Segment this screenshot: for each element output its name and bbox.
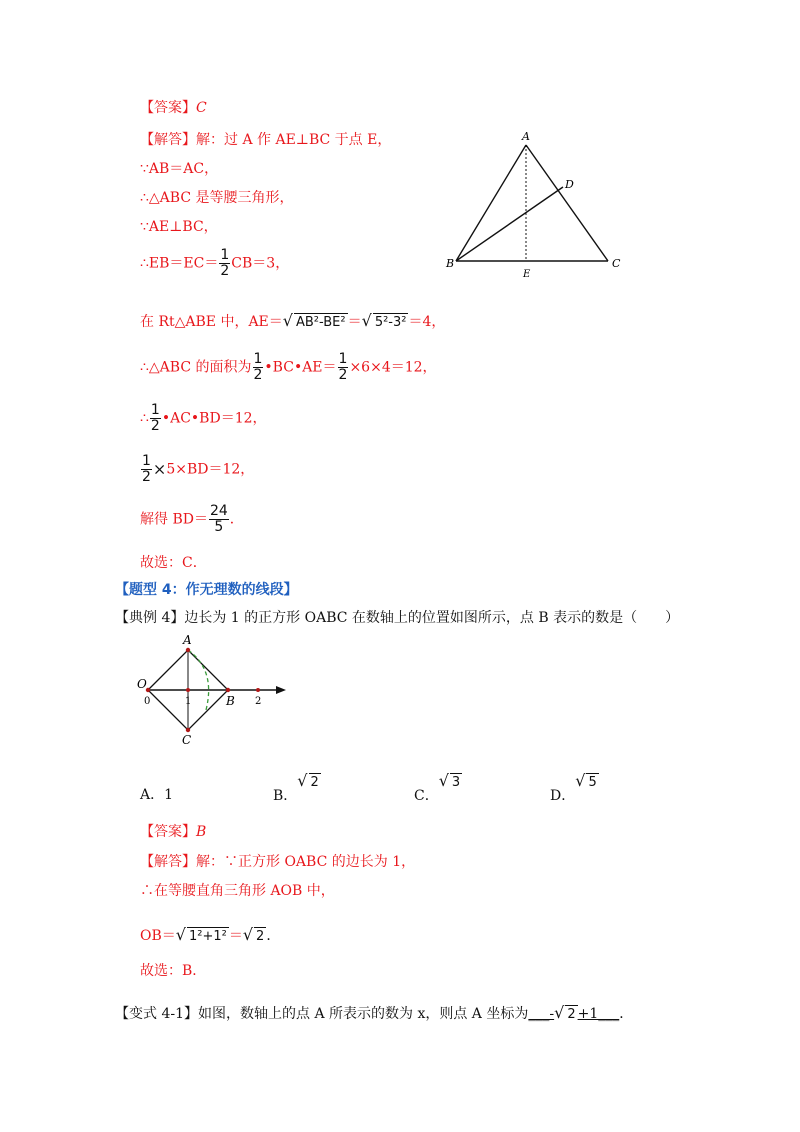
numberline-figure: [136, 630, 296, 750]
solution-line-11: 故选：C．: [140, 555, 207, 571]
solution-line-3: ∴△ABC 是等腰三角形，: [140, 190, 294, 206]
label-O: O: [137, 677, 147, 691]
tick-1: 1: [185, 696, 192, 707]
option-D: D．√ 5: [550, 771, 597, 804]
label-C: C: [182, 733, 192, 747]
solution2-line-2: ∴在等腰直角三角形 AOB 中，: [140, 883, 335, 899]
solution-line-2: ∵AB＝AC，: [140, 161, 219, 177]
solution-line-9: $\frac{1}{2}$ ×5×BD＝12，: [142, 453, 255, 485]
solution-line-1: [140, 131, 391, 149]
radical-expression: 5²-3²: [374, 315, 407, 330]
fraction: $\frac{1}{2}$: [253, 351, 263, 383]
triangle-figure: [440, 125, 640, 285]
solution-line-10: 解得 BD＝ $\frac{24}{5}$ ．: [140, 503, 244, 535]
solution-line-8: ∴ $\frac{1}{2}$ •AC•BD＝12，: [140, 402, 267, 434]
label-E: E: [523, 269, 531, 280]
example-text: 边长为 1 的正方形 OABC 在数轴上的位置如图所示，点 B 表示的数是（ ）: [184, 610, 680, 626]
option-C: C．√ 3: [414, 771, 461, 804]
label-B: B: [226, 694, 235, 708]
answer-line-1: [140, 99, 207, 117]
example-question: [115, 609, 679, 627]
variant-question: 【变式 4-1】如图，数轴上的点 A 所表示的数为 x，则点 A 坐标为___-√ 2 +1___．: [115, 1003, 634, 1022]
answer-value: C: [196, 100, 207, 116]
radical-expression: AB²-BE²: [296, 315, 346, 330]
tick-0: 0: [144, 696, 151, 707]
label-C: C: [612, 257, 621, 270]
fraction: $\frac{24}{5}$: [209, 503, 228, 535]
fraction: $\frac{1}{2}$: [220, 247, 230, 279]
answer-tag: 【答案】: [140, 100, 196, 116]
option-A: A．1: [140, 787, 174, 803]
fraction: $\frac{1}{2}$: [338, 351, 348, 383]
segment-BD: [456, 187, 563, 261]
fraction: $\frac{1}{2}$: [150, 402, 160, 434]
example-tag: 【典例 4】: [115, 610, 185, 626]
option-B: B．√ 2: [273, 771, 319, 804]
tick-2: 2: [255, 696, 262, 707]
solution-line-5: ∴EB＝EC＝ $\frac{1}{2}$ CB＝3，: [140, 247, 290, 279]
answer-line-2: 【答案】B: [140, 824, 207, 840]
axis-arrow-icon: [276, 686, 286, 694]
label-B: B: [446, 257, 455, 270]
solution2-line-4: 故选：B．: [140, 963, 207, 979]
solution-line-7: ∴△ABC 的面积为 $\frac{1}{2}$ •BC•AE＝ $\frac{1}{2}$ ×6×4＝12，: [140, 351, 437, 383]
label-A: A: [183, 633, 192, 647]
segment-AB: [456, 145, 526, 261]
solution-line-4: ∵AE⊥BC，: [140, 219, 218, 235]
solution2-line-3: OB＝√ 1²+1² ＝√ 2 ．: [140, 925, 281, 944]
solution-text: 解：过 A 作 AE⊥BC 于点 E，: [196, 132, 392, 148]
fraction: $\frac{1}{2}$: [142, 453, 151, 485]
section-heading: 【题型 4：作无理数的线段】: [115, 582, 298, 598]
solution-tag: 【解答】: [140, 132, 196, 148]
solution2-line-1: 【解答】解：∵正方形 OABC 的边长为 1，: [140, 854, 416, 870]
solution-line-6: 在 Rt△ABE 中，AE＝√ AB²-BE² ＝√ 5²-3² ＝4，: [140, 311, 446, 330]
label-A: A: [522, 130, 530, 143]
label-D: D: [565, 178, 574, 191]
segment-AC: [526, 145, 608, 261]
